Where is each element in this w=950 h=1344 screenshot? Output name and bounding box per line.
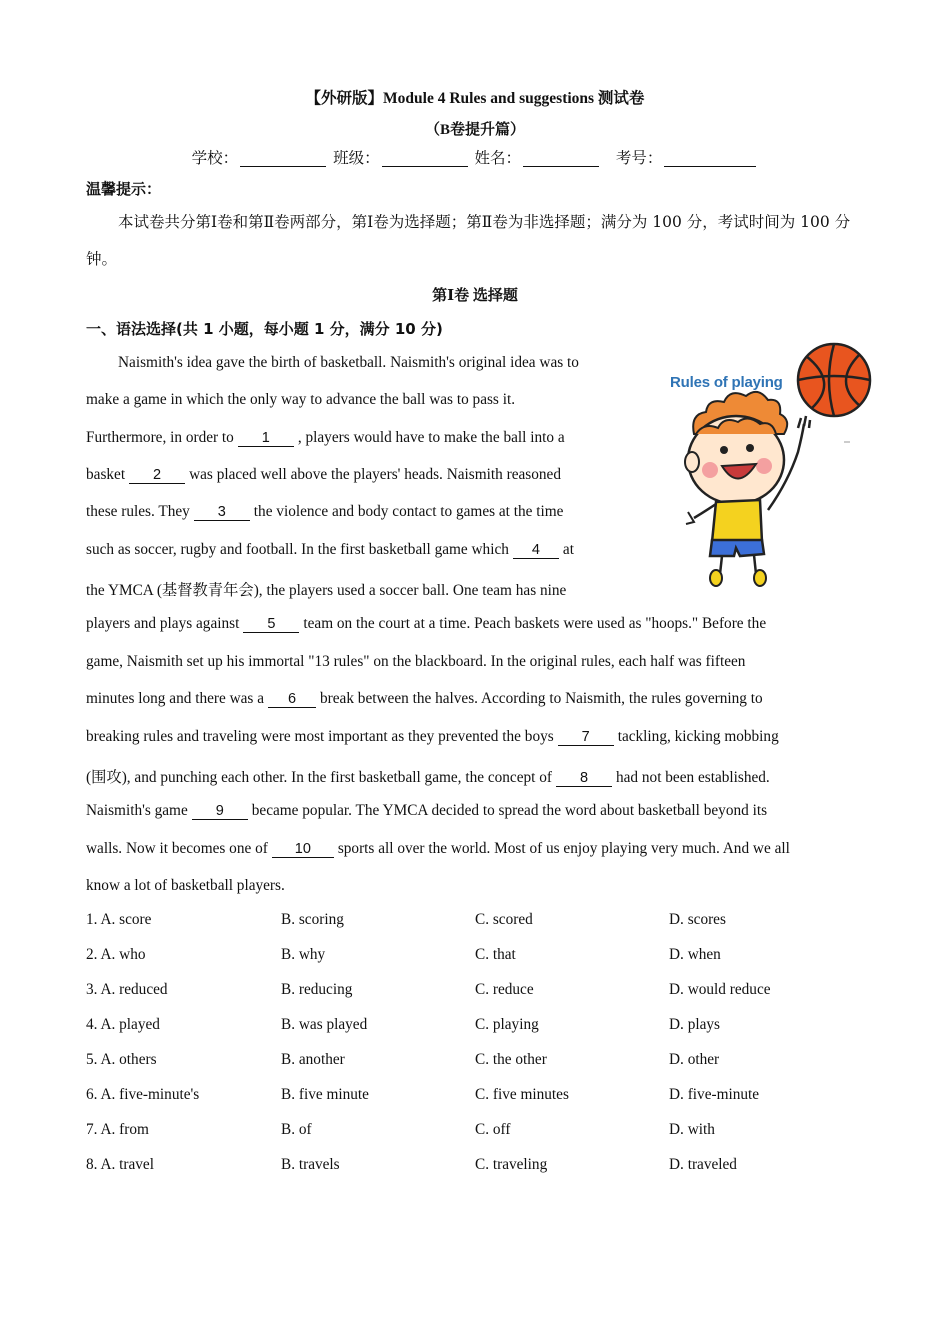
tips-body: 本试卷共分第Ⅰ卷和第Ⅱ卷两部分，第Ⅰ卷为选择题；第Ⅱ卷为非选择题；满分为 100 分，考试时间为 100 分钟。 [86, 213, 851, 268]
passage-line-12: (围攻), and punching each other. In the first basketball game, the concept of 8 had not been established. [86, 769, 770, 786]
question-3-option-b[interactable]: B. reducing [281, 981, 353, 998]
passage-line-2: make a game in which the only way to advance the ball was to pass it. [86, 391, 516, 408]
blank-8[interactable]: 8 [556, 771, 612, 787]
name-label: 姓名： [474, 149, 522, 167]
blank-10[interactable]: 10 [272, 842, 334, 858]
passage-line-15: know a lot of basketball players. [86, 877, 285, 894]
passage-line-8: players and plays against 5 team on the court at a time. Peach baskets were used as "hoops." Before the [86, 615, 767, 632]
blank-6[interactable]: 6 [268, 692, 316, 708]
question-2-option-b[interactable]: B. why [281, 946, 326, 963]
blank-1[interactable]: 1 [238, 431, 294, 447]
passage-line-3: Furthermore, in order to 1 , players would have to make the ball into a [86, 429, 565, 446]
question-4-option-a[interactable]: 4. A. played [86, 1016, 160, 1033]
passage-line-7: the YMCA (基督教青年会), the players used a soccer ball. One team has nine [86, 582, 567, 599]
passage-line-1: Naismith's idea gave the birth of basketball. Naismith's original idea was to [118, 354, 579, 371]
question-6-option-d[interactable]: D. five-minute [669, 1086, 760, 1103]
question-2-option-c[interactable]: C. that [475, 946, 516, 963]
page-subtitle: （B卷提升篇） [424, 122, 525, 138]
blank-3[interactable]: 3 [194, 505, 250, 521]
school-label: 学校： [191, 149, 239, 167]
tips-heading: 温馨提示： [86, 180, 162, 198]
blank-9[interactable]: 9 [192, 804, 248, 820]
question-5-option-d[interactable]: D. other [669, 1051, 720, 1068]
basketball-icon [798, 344, 870, 416]
passage-line-13: Naismith's game 9 became popular. The YMCA decided to spread the word about basketball beyond its [86, 802, 768, 819]
question-3-option-a[interactable]: 3. A. reduced [86, 981, 168, 998]
question-4-option-c[interactable]: C. playing [475, 1016, 539, 1033]
question-7-option-a[interactable]: 7. A. from [86, 1121, 149, 1138]
question-4-option-d[interactable]: D. plays [669, 1016, 720, 1033]
class-blank[interactable] [382, 151, 468, 167]
blank-5[interactable]: 5 [243, 617, 299, 633]
question-7-option-b[interactable]: B. of [281, 1121, 312, 1138]
blank-2[interactable]: 2 [129, 468, 185, 484]
passage-line-4: basket 2 was placed well above the players' heads. Naismith reasoned [86, 466, 561, 483]
blank-7[interactable]: 7 [558, 730, 614, 746]
question-3-option-c[interactable]: C. reduce [475, 981, 534, 998]
page-title: 【外研版】Module 4 Rules and suggestions 测试卷 [305, 90, 645, 107]
passage-line-10: minutes long and there was a 6 break between the halves. According to Naismith, the rules governing to [86, 690, 763, 707]
part1-heading: 第Ⅰ卷 选择题 [432, 288, 518, 304]
passage-line-9: game, Naismith set up his immortal "13 rules" on the blackboard. In the original rules, each half was fifteen [86, 653, 746, 670]
section1-heading: 一、语法选择(共 1 小题，每小题 1 分，满分 10 分) [86, 320, 443, 338]
question-5-option-c[interactable]: C. the other [475, 1051, 547, 1068]
question-1-option-a[interactable]: 1. A. score [86, 911, 152, 928]
question-1-option-b[interactable]: B. scoring [281, 911, 344, 928]
exam-no-label: 考号： [615, 149, 663, 167]
passage-line-5: these rules. They 3 the violence and body contact to games at the time [86, 503, 564, 520]
question-7-option-d[interactable]: D. with [669, 1121, 715, 1138]
basketball-illustration [664, 342, 880, 592]
exam-no-blank[interactable] [664, 151, 756, 167]
question-3-option-d[interactable]: D. would reduce [669, 981, 771, 998]
passage-line-14: walls. Now it becomes one of 10 sports all over the world. Most of us enjoy playing very much. And we all [86, 840, 790, 857]
question-2-option-d[interactable]: D. when [669, 946, 721, 963]
class-label: 班级： [333, 149, 380, 167]
question-2-option-a[interactable]: 2. A. who [86, 946, 146, 963]
passage-line-6: such as soccer, rugby and football. In the first basketball game which 4 at [86, 541, 574, 558]
student-info-line [0, 146, 950, 168]
name-blank[interactable] [523, 151, 599, 167]
question-8-option-d[interactable]: D. traveled [669, 1156, 737, 1173]
question-6-option-a[interactable]: 6. A. five-minute's [86, 1086, 200, 1103]
question-6-option-b[interactable]: B. five minute [281, 1086, 369, 1103]
question-8-option-b[interactable]: B. travels [281, 1156, 340, 1173]
illustration-caption: Rules of playing [670, 374, 783, 391]
question-7-option-c[interactable]: C. off [475, 1121, 511, 1138]
question-5-option-a[interactable]: 5. A. others [86, 1051, 157, 1068]
question-8-option-c[interactable]: C. traveling [475, 1156, 548, 1173]
question-1-option-d[interactable]: D. scores [669, 911, 726, 928]
question-8-option-a[interactable]: 8. A. travel [86, 1156, 154, 1173]
question-6-option-c[interactable]: C. five minutes [475, 1086, 569, 1103]
school-blank[interactable] [240, 151, 326, 167]
question-5-option-b[interactable]: B. another [281, 1051, 345, 1068]
question-1-option-c[interactable]: C. scored [475, 911, 533, 928]
blank-4[interactable]: 4 [513, 543, 559, 559]
passage-line-11: breaking rules and traveling were most important as they prevented the boys 7 tackling, kicking mobbing [86, 728, 779, 745]
question-4-option-b[interactable]: B. was played [281, 1016, 368, 1033]
